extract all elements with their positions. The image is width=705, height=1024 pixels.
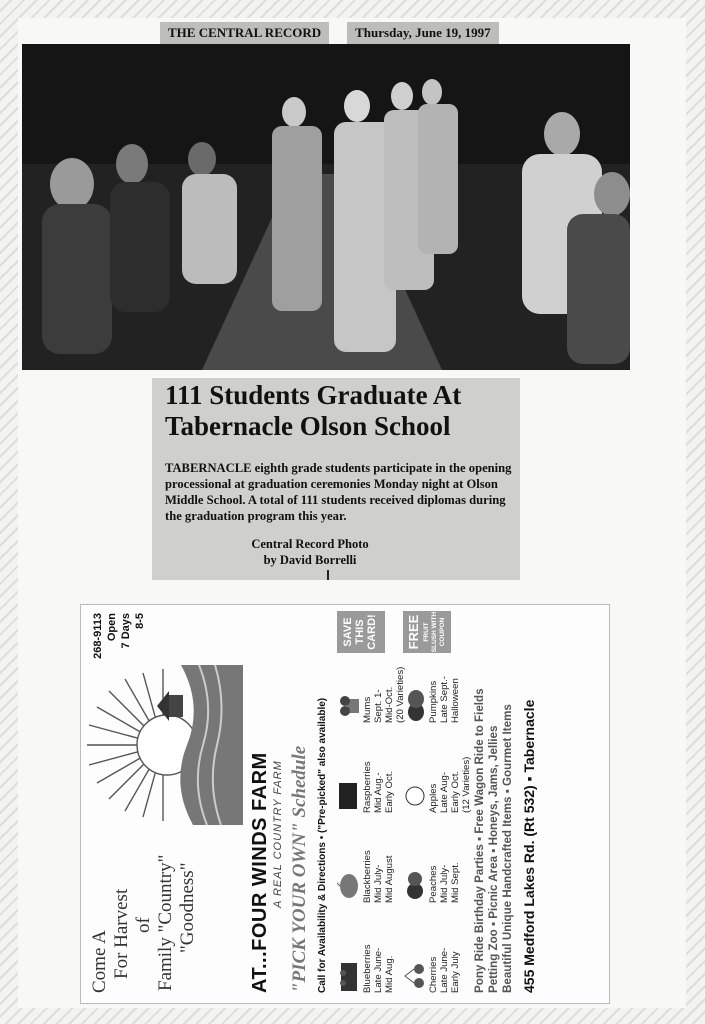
blackberry-icon <box>337 869 359 903</box>
slogan-line-3: of <box>133 917 154 933</box>
crop-cherries <box>403 917 461 993</box>
crop-season-1: Late Sept.- <box>439 676 450 723</box>
phone-number: 268-9113 <box>92 613 104 659</box>
crop-season-1: Sept. 1- <box>373 689 384 723</box>
free-slush-badge <box>403 611 451 653</box>
ad-contact <box>91 613 147 659</box>
photo-credit <box>165 536 455 568</box>
headline-line-1: 111 Students Graduate At <box>165 380 462 410</box>
crop-season-3: (20 Varieties) <box>395 666 406 723</box>
free-title: FREE <box>406 614 421 650</box>
crop-peaches <box>403 827 461 903</box>
crop-season-1: Mid July- <box>373 864 384 903</box>
crop-blueberries <box>337 917 395 993</box>
photo-credit-line-1: Central Record Photo <box>251 537 369 551</box>
ad-slogan <box>89 813 199 993</box>
apple-icon <box>403 779 425 813</box>
article-headline <box>165 380 515 442</box>
crop-name: Pumpkins <box>428 680 439 723</box>
slogan-line-1: Come A <box>89 930 110 993</box>
crop-season-1: Mid Aug.- <box>373 772 384 813</box>
hours-line-1: Open <box>106 613 118 642</box>
newspaper-masthead <box>160 22 499 44</box>
slogan-line-2: For Harvest <box>111 888 132 979</box>
photo-credit-line-2: by David Borrelli <box>263 553 357 567</box>
hours-line-2: 7 Days <box>120 613 132 649</box>
schedule-title: "PICK YOUR OWN" Schedule <box>289 745 310 993</box>
crop-name: Cherries <box>428 956 439 993</box>
ad-rotated-content <box>81 605 609 1003</box>
crop-mums <box>337 647 406 723</box>
mum-icon <box>337 689 359 723</box>
blueberry-icon <box>337 959 359 993</box>
crop-season-1: Late June- <box>439 947 450 993</box>
crop-apples <box>403 737 472 813</box>
article-caption: TABERNACLE eighth grade students participate in the opening processional at graduation ceremonies Monday night at Olson Middle School. A total of 111 students received diplomas during the graduation program this year. <box>165 461 512 523</box>
farm-advertisement-card <box>80 604 610 1004</box>
crop-name: Raspberries <box>362 761 373 813</box>
farm-features <box>473 613 515 993</box>
crop-season-2: Halloween <box>450 678 461 723</box>
crop-name: Peaches <box>428 865 439 903</box>
cherry-icon <box>403 959 425 993</box>
save-line-1: SAVE <box>342 617 354 647</box>
pumpkin-icon <box>403 689 425 723</box>
crop-season-3: (12 Varieties) <box>461 756 472 813</box>
crop-season-2: Early July <box>450 951 461 993</box>
crop-name: Blackberries <box>362 850 373 903</box>
save-line-3: CARD! <box>366 614 378 650</box>
sun-farm-illustration-icon <box>83 665 243 825</box>
slogan-line-4: Family "Country" <box>155 854 176 991</box>
crop-name: Blueberries <box>362 944 373 993</box>
graduation-photo <box>22 44 630 370</box>
crop-season-2: Mid Aug. <box>384 955 395 993</box>
crop-season-2: Early Oct. <box>450 770 461 813</box>
crop-season-2: Early Oct. <box>384 770 395 813</box>
newspaper-name: THE CENTRAL RECORD <box>160 22 329 44</box>
crop-season-2: Mid August <box>384 855 395 903</box>
crop-pumpkins <box>403 647 461 723</box>
crop-season-1: Late Aug- <box>439 771 450 813</box>
features-line-1: Pony Ride Birthday Parties ▪ Free Wagon Ride to Fields <box>473 688 486 993</box>
crop-season-2: Mid-Oct. <box>384 686 395 723</box>
call-for-availability: Call for Availability & Directions • ("Pre-picked" also available) <box>317 697 328 993</box>
farm-address: 455 Medford Lakes Rd. (Rt 532) ▪ Tabernacle <box>521 699 537 993</box>
farm-subtitle: A REAL COUNTRY FARM <box>272 760 284 908</box>
slogan-line-5: "Goodness" <box>177 862 198 953</box>
save-this-card-badge <box>337 611 385 653</box>
crop-season-2: Mid Sept. <box>450 862 461 903</box>
free-detail: FRUIT SLUSH WITH COUPON <box>423 611 446 653</box>
save-line-2: THIS <box>354 619 366 645</box>
crop-name: Mums <box>362 696 373 723</box>
features-line-3: Beautiful Unique Handcrafted Items ▪ Gourmet Items <box>501 704 514 993</box>
crop-season-1: Late June- <box>373 947 384 993</box>
publication-date: Thursday, June 19, 1997 <box>347 22 498 44</box>
raspberry-icon <box>337 779 359 813</box>
headline-line-2: Tabernacle Olson School <box>165 411 451 441</box>
features-line-2: Petting Zoo ▪ Picnic Area ▪ Honeys, Jams, Jellies <box>487 725 500 993</box>
end-mark <box>327 570 329 580</box>
crop-name: Apples <box>428 783 439 813</box>
crop-blackberries <box>337 827 395 903</box>
crop-raspberries <box>337 737 395 813</box>
farm-name: AT...FOUR WINDS FARM <box>249 752 271 993</box>
peach-icon <box>403 869 425 903</box>
hours-line-3: 8-5 <box>134 613 146 629</box>
crop-season-1: Mid July- <box>439 864 450 903</box>
